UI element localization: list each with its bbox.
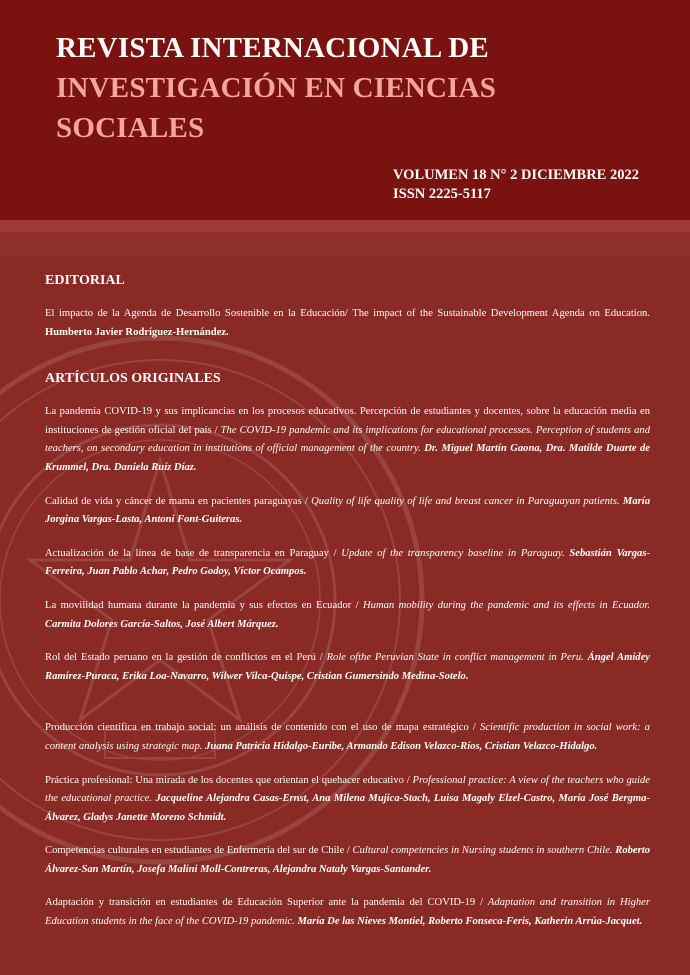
issue-info <box>393 166 639 204</box>
article-item[interactable] <box>45 545 650 582</box>
article-title: Rol del Estado peruano en la gestión de conflictos en el Perú / <box>45 652 327 664</box>
article-authors: Jacqueline Alejandra Casas-Ernst, Ana Milena Mujica-Stach, Luisa Magaly Elzel-Castro, María José Bergma-Álvarez, Gladys Janette Moreno Schmidt. <box>45 793 650 823</box>
header-shadow-band <box>0 232 690 256</box>
article-title-en: Professional practice: A view of the teachers who guide the educational practice. <box>45 774 650 805</box>
issn-label: ISSN 2225-5117 <box>393 186 491 202</box>
article-authors: Carmita Dolores García-Saltos, José Albert Márquez. <box>45 618 279 630</box>
volume-label: VOLUMEN 18 N° 2 DICIEMBRE 2022 <box>393 167 639 183</box>
editorial-item[interactable] <box>45 305 650 342</box>
article-title-en: Cultural competencies in Nursing students in southern Chile. <box>352 845 616 857</box>
article-title-en: Role ofthe Peruvian State in conflict management in Peru. <box>326 652 588 664</box>
articles-heading: ARTÍCULOS ORIGINALES <box>45 371 221 387</box>
editorial-heading: EDITORIAL <box>45 273 125 288</box>
article-title: Actualización de la línea de base de transparencia en Paraguay / <box>45 547 342 559</box>
article-item[interactable] <box>45 403 650 477</box>
article-title-en: Quality of life quality of life and breast cancer in Paraguayan patients. <box>311 495 623 507</box>
article-title-en: Adaptation and transition in Higher Education students in the face of the COVID-19 pandemic. <box>45 897 650 928</box>
header-divider-band <box>0 220 690 232</box>
journal-title-line-2: INVESTIGACIÓN EN CIENCIAS <box>56 72 497 104</box>
editorial-author: Humberto Javier Rodríguez-Hernández. <box>45 326 229 338</box>
article-authors: María De las Nieves Montiel, Roberto Fonseca-Feris, Katherin Arrúa-Jacquet. <box>297 916 643 928</box>
article-item[interactable] <box>45 842 650 879</box>
article-title: La pandemia COVID-19 y sus implicancias en los procesos educativos. Percepción de estudiantes y docentes, sobre la educación media en instituciones de gestión oficial del país / <box>45 406 650 436</box>
journal-title-line-1: REVISTA INTERNACIONAL DE <box>56 32 489 64</box>
article-authors: Sebastián Vargas-Ferreira, Juan Pablo Achar, Pedro Godoy, Víctor Ocampos. <box>45 547 651 578</box>
article-item[interactable] <box>45 772 650 828</box>
article-title: Competencias culturales en estudiantes de Enfermería del sur de Chile / <box>45 845 353 857</box>
table-of-contents <box>45 272 650 932</box>
article-item[interactable] <box>45 894 650 931</box>
article-title-en: Update of the transparency baseline in Paraguay. <box>341 547 570 559</box>
article-authors: María Jorgina Vargas-Lasta, Antoni Font-Guiteras. <box>45 495 651 526</box>
article-authors: Juana Patricia Hidalgo-Euribe, Armando Edison Velazco-Ríos, Cristian Velazco-Hidalgo. <box>205 740 598 752</box>
article-title-en: Scientific production in social work: a content analysis using strategic map. <box>45 722 650 752</box>
article-authors: Roberto Álvarez-San Martín, Josefa Malini Moll-Contreras, Alejandra Nataly Vargas-Santander. <box>45 845 650 875</box>
article-authors: Dr. Miguel Martín Gaona, Dra. Matilde Duarte de Krummel, Dra. Daniela Ruíz Díaz. <box>45 443 650 473</box>
article-title: Calidad de vida y cáncer de mama en pacientes paraguayas / <box>45 495 312 507</box>
article-title: Producción científica en trabajo social: un análisis de contenido con el uso de mapa estratégico / <box>45 722 481 734</box>
article-title: La movilidad humana durante la pandemia y sus efectos en Ecuador / <box>45 599 364 611</box>
journal-title-line-3: SOCIALES <box>56 112 205 144</box>
article-title: Práctica profesional: Una mirada de los docentes que orientan el quehacer educativo / <box>45 774 413 786</box>
article-title-en: Human mobility during the pandemic and its effects in Ecuador. <box>363 599 650 611</box>
article-title-en: The COVID-19 pandemic and its implications for educational processes. Perception of students and teachers, on secondary education in institutions of official management of the country. <box>45 424 651 455</box>
editorial-title: El impacto de la Agenda de Desarrollo Sostenible en la Educación/ The impact of the Sustainable Development Agenda on Education. <box>45 308 650 319</box>
article-authors: Ángel Amidey Ramírez-Puraca, Erika Loa-Navarro, Wilwer Vilca-Quispe, Cristian Gumersindo Medina-Sotelo. <box>45 652 651 682</box>
article-item[interactable] <box>45 597 650 634</box>
journal-title <box>56 28 496 148</box>
article-title: Adaptación y transición en estudiantes de Educación Superior ante la pandemia del COVID-19 / <box>45 897 488 909</box>
article-item[interactable] <box>45 649 650 686</box>
article-item[interactable] <box>45 493 650 530</box>
article-item[interactable] <box>45 719 650 756</box>
